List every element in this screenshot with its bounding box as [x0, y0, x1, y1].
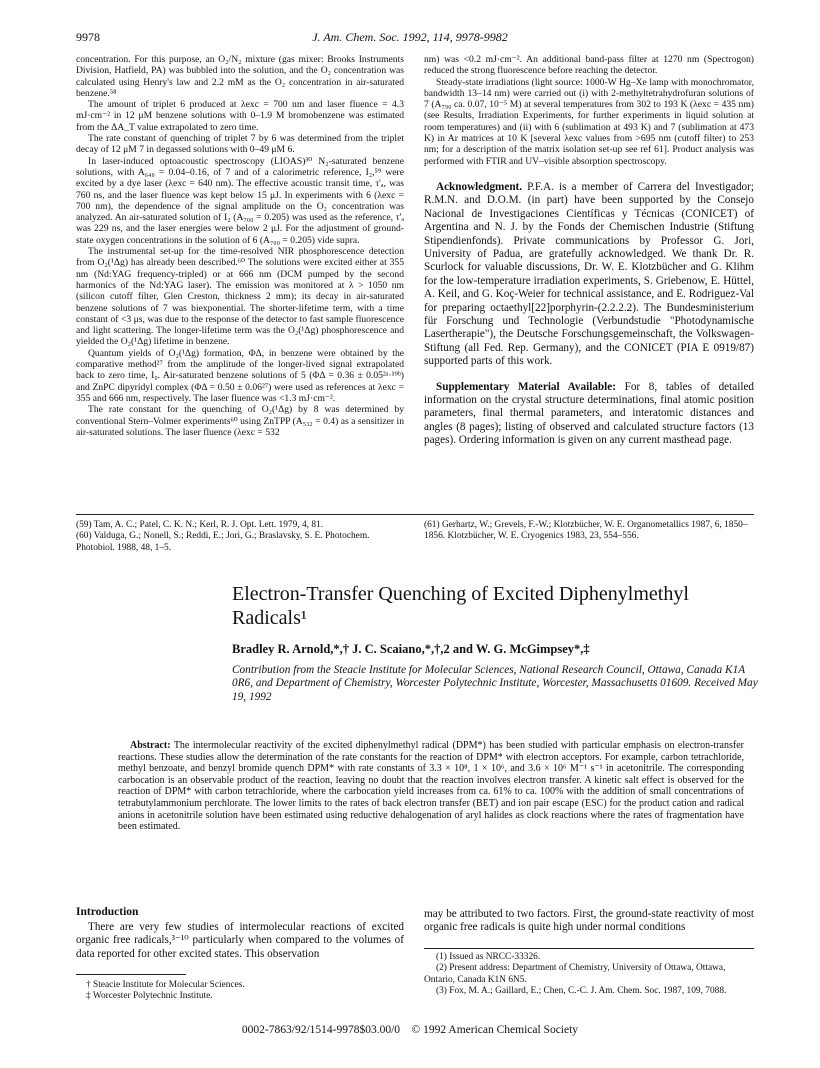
title-line: Radicals¹	[232, 607, 307, 629]
footnote: (3) Fox, M. A.; Gaillard, E.; Chen, C.-C. J. Am. Chem. Soc. 1987, 109, 7088.	[436, 986, 727, 997]
references-rule	[76, 514, 754, 515]
abstract-heading: Abstract:	[130, 740, 171, 751]
article-title	[232, 582, 772, 630]
footnote: † Steacie Institute for Molecular Sciences.	[86, 980, 245, 990]
reference: (59) Tam, A. C.; Patel, C. K. N.; Kerl, R. J. Opt. Lett. 1979, 4, 81.	[76, 520, 324, 530]
page-number: 9978	[76, 30, 100, 44]
reference: (60) Valduga, G.; Nonell, S.; Reddi, E.; Jori, G.; Braslavsky, S. E. Photochem. Photobiol. 1988, 48, 1–5.	[76, 531, 370, 553]
footnotes-left	[86, 980, 404, 1003]
footnote: (2) Present address: Department of Chemistry, University of Ottawa, Ottawa, Ontario, Canada K1N 6N5.	[424, 963, 726, 985]
paragraph: nm) was <0.2 mJ·cm⁻². An additional band-pass filter at 1270 nm (Spectrogon) reduced the strong fluorescence before reaching the detector.	[424, 54, 754, 77]
supplementary-material	[424, 381, 754, 448]
footnote: ‡ Worcester Polytechnic Institute.	[86, 991, 213, 1002]
supplementary-heading: Supplementary Material Available:	[436, 380, 616, 393]
acknowledgment	[424, 181, 754, 369]
paragraph: The amount of triplet 6 produced at λexc = 700 nm and laser fluence = 4.3 mJ·cm⁻² in 12 μM benzene solutions with 0–1.9 M bromobenzene was estimated from the ΔA_T value extrapolated to zero time.	[76, 99, 404, 133]
abstract	[118, 740, 744, 833]
running-header: J. Am. Chem. Soc. 1992, 114, 9978-9982	[312, 30, 508, 44]
footnote-rule-right	[424, 948, 754, 949]
abstract-text: The intermolecular reactivity of the excited diphenylmethyl radical (DPM*) has been studied with particular emphasis on electron-transfer reactions. These studies allow the determination of the rate constants for the reaction of DPM* with electron acceptors. For example, carbon tetrachloride, methyl benzoate, and benzyl bromide quench DPM* with rate constants of 3.3 × 10⁸, 1 × 10⁶, and 3.6 × 10⁶ M⁻¹ s⁻¹ in acetonitrile. The corresponding carbocation is an observable product of the reaction, leaving no doubt that the reaction involves electron transfer. A kinetic salt effect is observed for the reaction of DPM* with carbon tetrachloride, where the carbocation yield increases from ca. 61% to ca. 100% with the addition of small concentrations of tetrabutylammonium perchlorate. The lower limits to the rates of back electron transfer (BET) and ion pair escape (ESC) for the product cation and radical anions in acetonitrile solution have been estimated using reductive dehalogenation of aryl halides as clock reactions where the rates of fragmentation have been estimated.	[118, 740, 744, 833]
footnote-rule-left	[76, 974, 186, 975]
copyright: © 1992 American Chemical Society	[411, 1024, 579, 1036]
paragraph: There are very few studies of intermolecular reactions of excited organic free radicals,³⁻¹⁰ particularly when compared to the volumes of data reported for other excited states. This observation	[76, 921, 404, 960]
affiliation: Contribution from the Steacie Institute for Molecular Sciences, National Research Council, Ottawa, Canada K1A 0R6, and Department of Chemistry, Worcester Polytechnic Institute, Worcester, Massachusetts 01609. Received May 19, 1992	[232, 664, 758, 703]
acknowledgment-heading: Acknowledgment.	[436, 180, 523, 193]
intro-left	[76, 921, 404, 961]
paragraph: The rate constant for the quenching of O₂(¹Δg) by 8 was determined by conventional Stern–Volmer experiments⁶⁰ using ZnTPP (A₅₃₂ = 0.4) as a sensitizer in air-saturated solutions. The laser fluence (λexc = 532	[76, 404, 404, 438]
paragraph: Steady-state irradiations (light source: 1000-W Hg–Xe lamp with monochromator, bandwidth 13–14 nm) were carried out (i) with 2-methyltetrahydrofuran solutions of 7 (A₇₉₀ ca. 0.07, 10⁻⁵ M) at several temperatures from 302 to 193 K (λexc = 435 nm) (see Results, Irradiation Experiments, for further experiments in liquid solution at room temperatures) and (ii) with 6 (sublimation at 493 K) and 7 (sublimation at 473 K) in Ar matrices at 10 K [several λexc values from >695 nm (cutoff filter) to 253 nm; for a description of the matrix isolation set-up see ref 61]. Product analysis was performed with FTIR and UV–visible absorption spectroscopy.	[424, 76, 754, 167]
paragraph: concentration. For this purpose, an O₂/N₂ mixture (gas mixer: Brooks Instruments Division, Hatfield, PA) was bubbled into the solution, and the O₂ concentration was calculated using Henry's law and 2.2 mM as the O₂ concentration in air-saturated benzene.⁵⁸	[76, 54, 404, 99]
footnote: (1) Issued as NRCC-33326.	[436, 952, 541, 962]
authors: Bradley R. Arnold,*,† J. C. Scaiano,*,†,2 and W. G. McGimpsey*,‡	[232, 642, 590, 656]
paragraph: Quantum yields of O₂(¹Δg) formation, ΦΔ, in benzene were obtained by the comparative method²⁷ from the amplitude of the longer-lived signal extrapolated back to zero time, I₀. Air-saturated benzene solutions of 5 (ΦΔ = 0.36 ± 0.05²ᵃ·¹⁹ᵇ) and ZnPC dipyridyl complex (ΦΔ = 0.50 ± 0.06²⁷) were used as references at λexc = 355 and 666 nm, respectively. The laser fluence was <1.3 mJ·cm⁻².	[76, 347, 404, 404]
page-footer	[0, 1024, 820, 1036]
references-left	[76, 520, 404, 554]
prev-left-column	[76, 54, 404, 438]
title-line: Electron-Transfer Quenching of Excited Diphenylmethyl	[232, 583, 689, 605]
intro-heading: Introduction	[76, 906, 139, 918]
acknowledgment-text: P.F.A. is a member of Carrera del Investigador; R.M.N. and D.O.M. (in part) have been supported by the Consejo Nacional de Investigaciones Científicas y Técnicas (CONICET) of Argentina and N. J. by the Fonds der Chemischen Industrie (Stiftung Stipendienfonds). Private communications by Professor G. Jori, University of Padua, are gratefully acknowledged. We thank Dr. R. Scurlock for valuable discussions, Dr. W. E. Klotzbücher and G. Klihm for the low-temperature irradiation experiments, S. Griebenow, E. Hüttel, A. Keil, and G. Koç-Weier for technical assistance, and E. Rodriguez-Val for preparing octaethyl[22]porphyrin-(2.2.2.2). The Bundesministerium für Forschung und Technologie (Verbundstudie "Photodynamische Lasertherapie"), the Deutsche Forschungsgemeinschaft, the Volkswagen-Stiftung (all Fed. Rep. Germany), and the CONICET (PIA E 0919/87) supported parts of this work.	[424, 180, 754, 368]
references-right	[424, 520, 754, 543]
paragraph: In laser-induced optoacoustic spectroscopy (LIOAS)³⁰ N₂-saturated benzene solutions, with A₆₄₀ = 0.04–0.16, of 7 and of a calorimetric reference, I₂,⁵⁹ were excited by a dye laser (λexc = 640 nm). The effective acoustic transit time, τ'ₐ, was 760 ns, and the laser fluence was kept below 15 μJ. In experiments with 6 (λexc = 700 nm), the dependence of the signal amplitude on the O₂ concentration was analyzed. An air-saturated solution of I₂ (A₇₀₀ = 0.205) was used as the reference, τ'ₐ was 229 ns, and the laser energies were below 2 μJ. For the adjustment of ground-state oxygen concentrations in the solution of 6 (A₇₀₀ = 0.205) vide supra.	[76, 155, 404, 246]
paragraph: may be attributed to two factors. First, the ground-state reactivity of most organic free radicals is quite high under normal conditions	[424, 908, 754, 934]
reference: (61) Gerhartz, W.; Grevels, F.-W.; Klotzbücher, W. E. Organometallics 1987, 6, 1850–1856. Klotzbücher, W. E. Cryogenics 1983, 23, 554–556.	[424, 520, 748, 542]
paragraph: The rate constant of quenching of triplet 7 by 6 was determined from the triplet decay of 12 μM 7 in degassed solutions with 0–49 μM 6.	[76, 133, 404, 156]
footnotes-right	[424, 952, 754, 998]
prev-right-column	[424, 54, 754, 448]
supplementary-text: For 8, tables of detailed information on the crystal structure determinations, final atomic position parameters, final thermal parameters, and interatomic distances and angles (8 pages); listing of observed and calculated structure factors (13 pages). Ordering information is given on any current masthead page.	[424, 380, 754, 447]
issn-code: 0002-7863/92/1514-9978$03.00/0	[241, 1024, 401, 1036]
paragraph: The instrumental set-up for the time-resolved NIR phosphorescence detection from O₂(¹Δg) has already been described.⁶⁰ The solutions were excited either at 355 nm (Nd:YAG frequency-tripled) or at 666 nm (DCM pumped by the second harmonics of the Nd:YAG laser). The emission was monitored at λ > 1050 nm (silicon cutoff filter, Glen Creston, thickness 2 mm); its decay in air-saturated benzene solutions of 7 was biexponential. The shorter-lifetime term, with a time constant of <3 μs, was due to the response of the detector to fast sample fluorescence and light scattering. The longer-lifetime term was the O₂(¹Δg) phosphorescence and yielded the O₂(¹Δg) lifetime in benzene.	[76, 246, 404, 348]
intro-right	[424, 908, 754, 935]
